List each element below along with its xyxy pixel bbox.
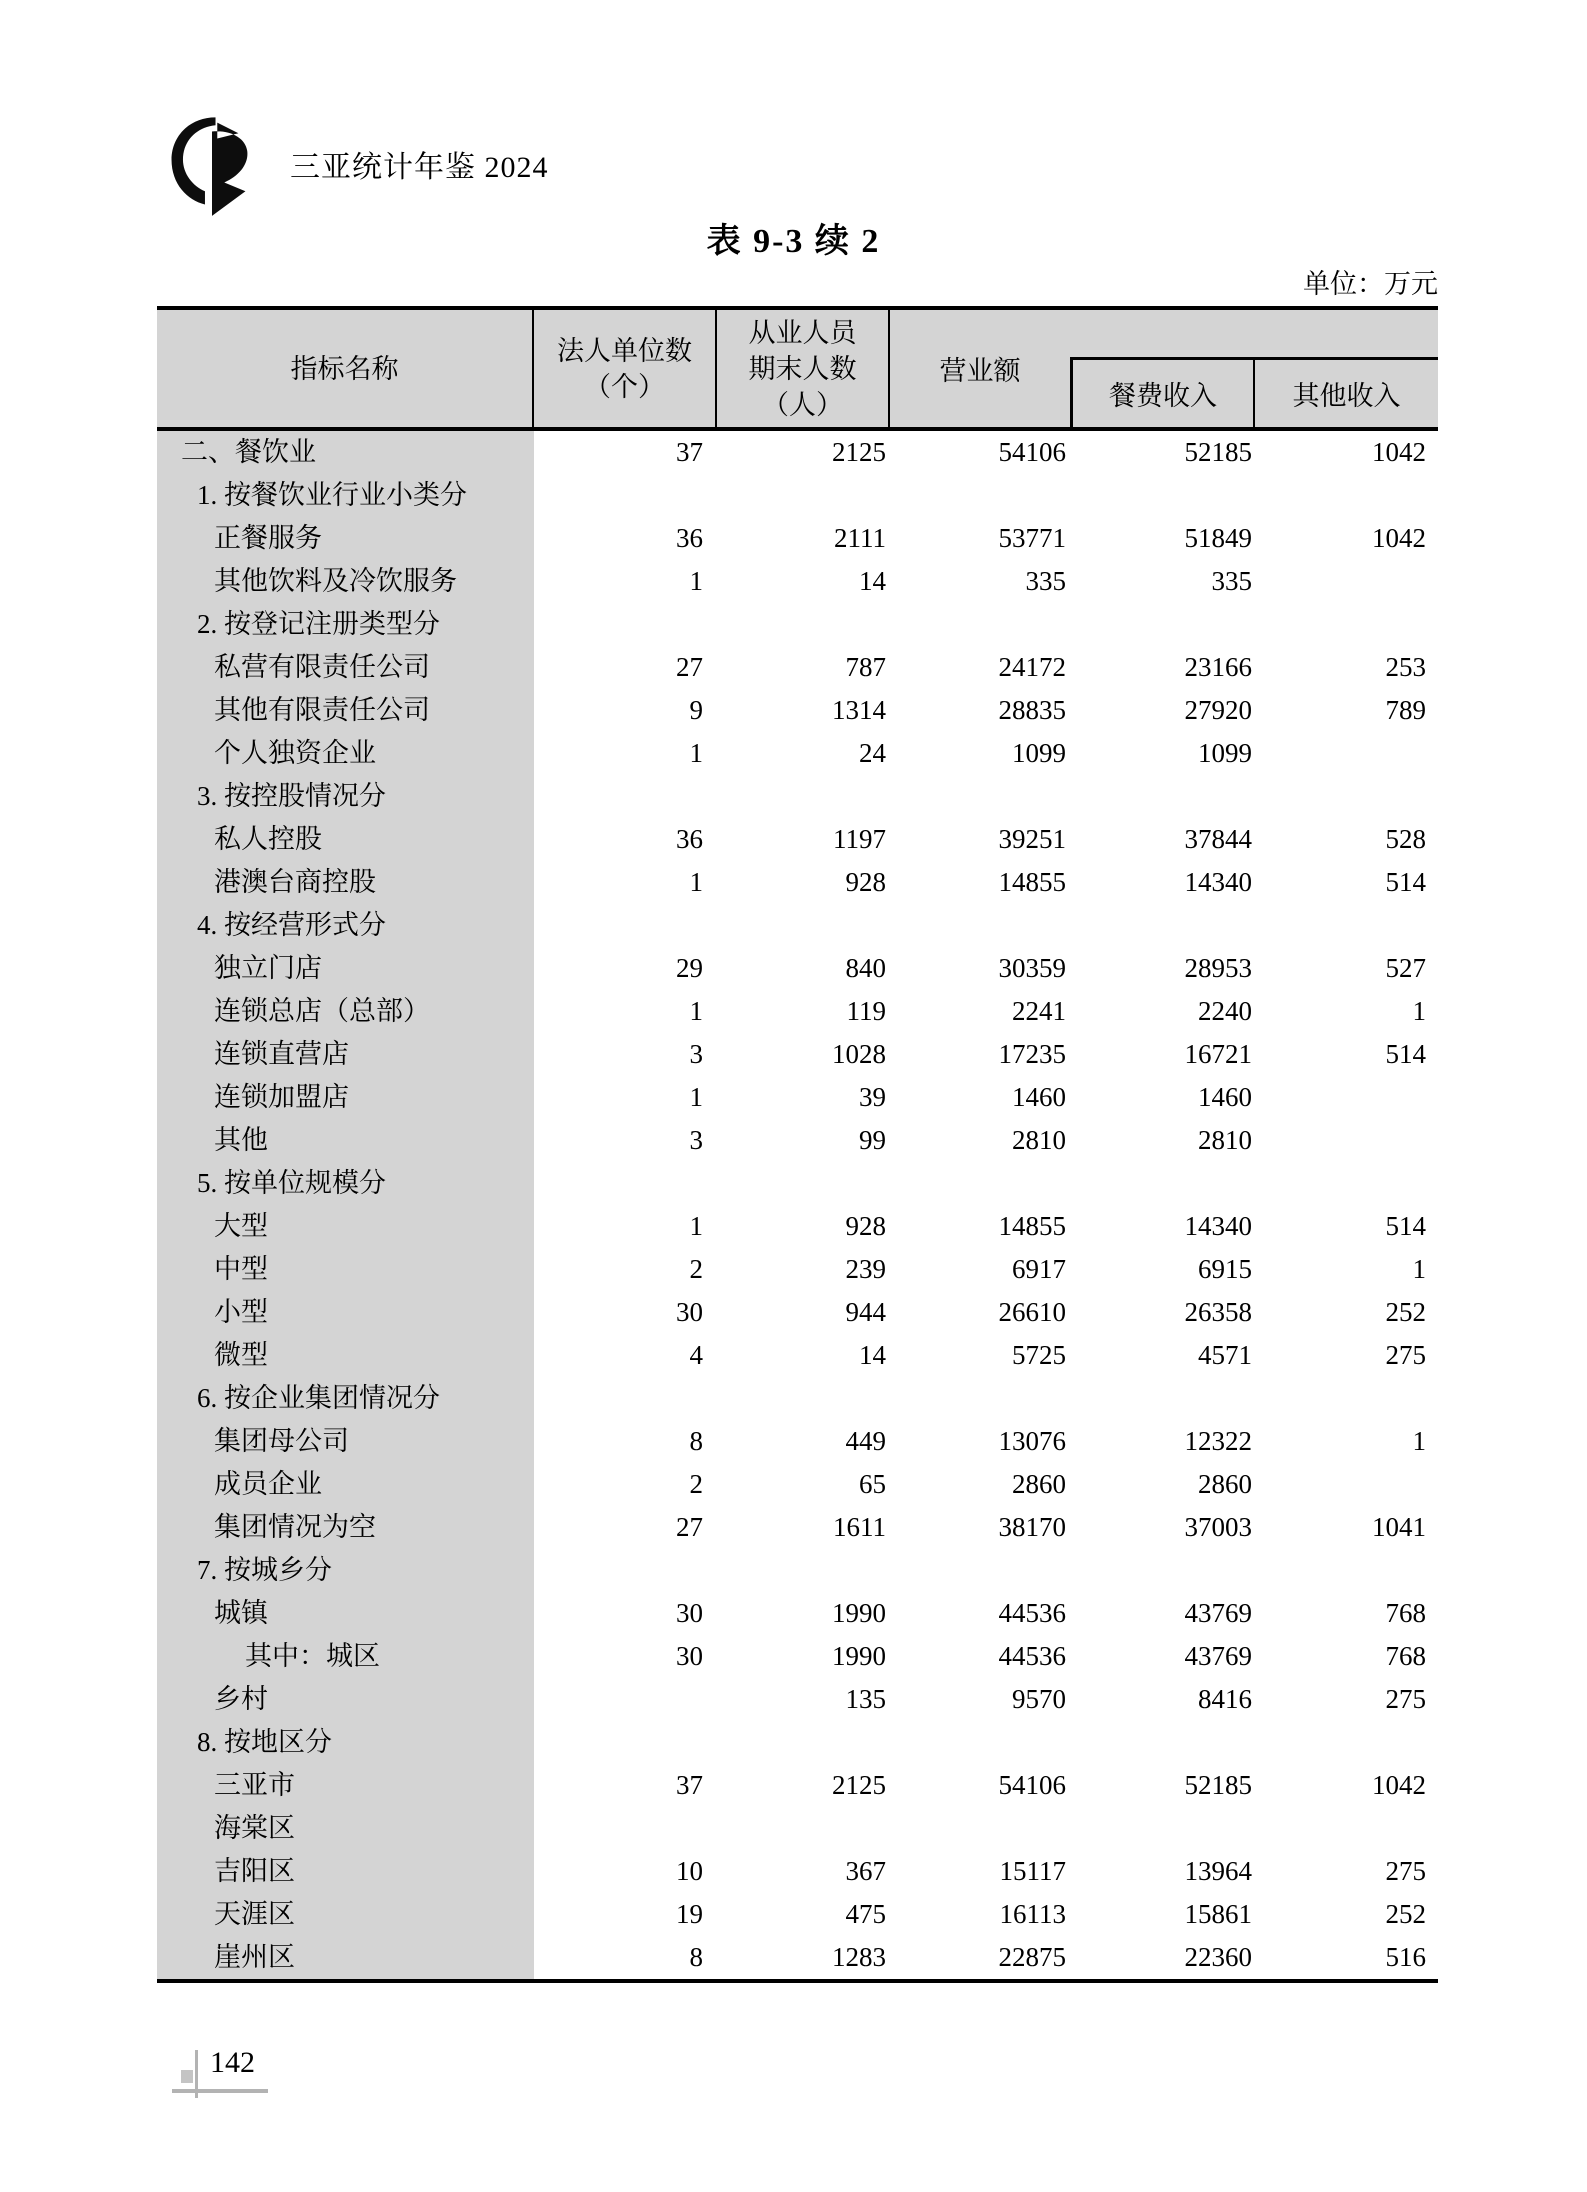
cell-value: 39251 [998,824,1066,854]
cell-value: 36 [676,824,703,854]
cell-value: 28835 [998,695,1066,725]
row-label: 天涯区 [157,1893,534,1936]
cell-value: 52185 [1184,1770,1252,1800]
cell-value: 13964 [1184,1856,1252,1886]
cell-value [1252,1807,1438,1850]
row-label: 二、餐饮业 [157,431,534,474]
cell-value [534,1721,717,1764]
cell-value [717,775,890,818]
cell-value: 43769 [1184,1641,1252,1671]
cell-value [1070,603,1252,646]
cell-value: 8416 [1198,1684,1252,1714]
cell-value [534,904,717,947]
cell-value: 10 [676,1856,703,1886]
cell-value: 2860 [1012,1469,1066,1499]
cell-value: 2125 [832,437,886,467]
cell-value: 14855 [998,867,1066,897]
cell-value [534,1549,717,1592]
cell-value [1252,1463,1438,1506]
cell-value: 840 [845,953,886,983]
cell-value: 8 [689,1426,703,1456]
cell-value [534,603,717,646]
cell-value: 16721 [1184,1039,1252,1069]
cell-value: 275 [1385,1340,1426,1370]
table-row [157,1893,1438,1936]
row-label: 其他 [157,1119,534,1162]
cell-value [1252,560,1438,603]
cell-value: 275 [1385,1684,1426,1714]
cell-value: 44536 [998,1641,1066,1671]
table-row [157,517,1438,560]
cell-value: 23166 [1184,652,1252,682]
row-label: 三亚市 [157,1764,534,1807]
cell-value: 24172 [998,652,1066,682]
row-label: 2. 按登记注册类型分 [157,603,534,646]
cell-value: 2111 [834,523,886,553]
cell-value: 1042 [1372,1770,1426,1800]
cell-value: 4 [689,1340,703,1370]
cell-value [890,904,1070,947]
cell-value: 39 [859,1082,886,1112]
table-title: 表 9-3 续 2 [706,223,881,260]
cell-value: 30359 [998,953,1066,983]
cell-value: 1 [689,867,703,897]
table-row [157,1463,1438,1506]
col-header-employees [717,310,890,427]
statistics-table [157,306,1438,1983]
cell-value: 54106 [998,1770,1066,1800]
cell-value [717,1549,890,1592]
cell-value [534,1807,717,1850]
cell-value: 1 [689,1082,703,1112]
cell-value: 19 [676,1899,703,1929]
cell-value: 14340 [1184,1211,1252,1241]
cell-value: 1 [1412,1254,1426,1284]
table-row [157,1506,1438,1549]
cell-value: 8 [689,1942,703,1972]
row-label: 集团情况为空 [157,1506,534,1549]
cell-value: 367 [845,1856,886,1886]
cell-value [890,1549,1070,1592]
table-row [157,474,1438,517]
cell-value: 527 [1385,953,1426,983]
row-label: 5. 按单位规模分 [157,1162,534,1205]
employees-line1: 从业人员 [748,317,857,348]
cell-value: 1028 [832,1039,886,1069]
cell-value: 26358 [1184,1297,1252,1327]
cell-value [534,775,717,818]
table-row [157,1764,1438,1807]
cell-value: 514 [1385,1039,1426,1069]
cell-value: 787 [845,652,886,682]
cell-value: 335 [1211,566,1252,596]
row-label: 中型 [157,1248,534,1291]
cell-value: 12322 [1184,1426,1252,1456]
table-row [157,1635,1438,1678]
table-row [157,1850,1438,1893]
cell-value [1252,1162,1438,1205]
cell-value: 27 [676,1512,703,1542]
cell-value: 2810 [1012,1125,1066,1155]
table-row [157,1592,1438,1635]
col-header-indicator [157,310,534,427]
cell-value [1252,732,1438,775]
col-header-turnover-group [890,310,1438,427]
table-row [157,861,1438,904]
cell-value: 44536 [998,1598,1066,1628]
cell-value: 26610 [998,1297,1066,1327]
cell-value: 37 [676,1770,703,1800]
table-row [157,1807,1438,1850]
row-label: 乡村 [157,1678,534,1721]
cell-value [1252,1377,1438,1420]
row-label: 微型 [157,1334,534,1377]
cell-value: 30 [676,1641,703,1671]
cell-value: 22360 [1184,1942,1252,1972]
col-header-other-income: 其他收入 [1292,381,1401,411]
col-header-meal-income: 餐费收入 [1073,360,1255,427]
cell-value: 335 [1025,566,1066,596]
table-row [157,1248,1438,1291]
cell-value: 1990 [832,1641,886,1671]
cell-value: 17235 [998,1039,1066,1069]
row-label: 连锁直营店 [157,1033,534,1076]
cell-value: 27 [676,652,703,682]
cell-value: 3 [689,1125,703,1155]
row-label: 连锁加盟店 [157,1076,534,1119]
cell-value: 516 [1385,1942,1426,1972]
cell-value [1070,1162,1252,1205]
cell-value: 1990 [832,1598,886,1628]
table-row [157,560,1438,603]
cell-value [1252,1549,1438,1592]
cell-value [717,1807,890,1850]
page-number: 142 [210,2046,255,2079]
cell-value: 54106 [998,437,1066,467]
yearbook-logo-icon [168,112,256,216]
cell-value: 2125 [832,1770,886,1800]
cell-value: 252 [1385,1899,1426,1929]
row-label: 其他饮料及冷饮服务 [157,560,534,603]
cell-value [890,474,1070,517]
table-row [157,1721,1438,1764]
cell-value: 65 [859,1469,886,1499]
table-row [157,1291,1438,1334]
cell-value: 1 [689,566,703,596]
cell-value: 14 [859,566,886,596]
cell-value: 16113 [999,1899,1066,1929]
cell-value: 2 [689,1469,703,1499]
yearbook-title: 三亚统计年鉴 2024 [290,151,549,184]
cell-value: 928 [845,867,886,897]
row-label: 个人独资企业 [157,732,534,775]
row-label: 崖州区 [157,1936,534,1979]
cell-value [890,775,1070,818]
cell-value: 768 [1385,1598,1426,1628]
table-row [157,1549,1438,1592]
cell-value [1252,904,1438,947]
col-header-indicator-label: 指标名称 [290,353,399,384]
cell-value: 1611 [833,1512,886,1542]
row-label: 其中：城区 [157,1635,534,1678]
table-row [157,1420,1438,1463]
row-label: 私营有限责任公司 [157,646,534,689]
cell-value: 2241 [1012,996,1066,1026]
cell-value [1070,474,1252,517]
cell-value [890,1807,1070,1850]
cell-value: 4571 [1198,1340,1252,1370]
footer-ornament-hline [172,2089,268,2093]
cell-value [890,603,1070,646]
col-header-turnover: 营业额 [939,356,1021,386]
cell-value: 1099 [1198,738,1252,768]
cell-value: 22875 [998,1942,1066,1972]
cell-value: 6915 [1198,1254,1252,1284]
table-row [157,646,1438,689]
cell-value: 449 [845,1426,886,1456]
cell-value: 253 [1385,652,1426,682]
cell-value: 15117 [999,1856,1066,1886]
row-label: 连锁总店（总部） [157,990,534,1033]
cell-value [1252,474,1438,517]
employees-line2: 期末人数 [748,353,857,384]
cell-value: 789 [1385,695,1426,725]
cell-value: 9570 [1012,1684,1066,1714]
cell-value: 514 [1385,867,1426,897]
cell-value [1252,775,1438,818]
row-label: 海棠区 [157,1807,534,1850]
table-row [157,1076,1438,1119]
cell-value: 37 [676,437,703,467]
cell-value [717,1377,890,1420]
cell-value: 1 [689,1211,703,1241]
cell-value [1070,1549,1252,1592]
cell-value: 1042 [1372,437,1426,467]
cell-value: 1 [1412,996,1426,1026]
table-row [157,818,1438,861]
cell-value: 475 [845,1899,886,1929]
table-body [157,431,1438,1979]
cell-value: 14855 [998,1211,1066,1241]
row-label: 成员企业 [157,1463,534,1506]
cell-value [1070,775,1252,818]
cell-value: 252 [1385,1297,1426,1327]
cell-value: 37003 [1184,1512,1252,1542]
cell-value [1252,1119,1438,1162]
cell-value: 768 [1385,1641,1426,1671]
row-label: 大型 [157,1205,534,1248]
cell-value: 2860 [1198,1469,1252,1499]
cell-value [890,1721,1070,1764]
cell-value: 14340 [1184,867,1252,897]
cell-value: 37844 [1184,824,1252,854]
cell-value: 9 [689,695,703,725]
cell-value: 135 [845,1684,886,1714]
table-row [157,1162,1438,1205]
table-row [157,1119,1438,1162]
row-label: 正餐服务 [157,517,534,560]
row-label: 1. 按餐饮业行业小类分 [157,474,534,517]
cell-value: 119 [846,996,886,1026]
table-row [157,689,1438,732]
table-row [157,1377,1438,1420]
cell-value: 1460 [1198,1082,1252,1112]
cell-value: 239 [845,1254,886,1284]
row-label: 集团母公司 [157,1420,534,1463]
cell-value: 1283 [832,1942,886,1972]
cell-value: 275 [1385,1856,1426,1886]
table-row [157,431,1438,474]
cell-value: 43769 [1184,1598,1252,1628]
table-row [157,1033,1438,1076]
row-label: 吉阳区 [157,1850,534,1893]
cell-value: 6917 [1012,1254,1066,1284]
table-row [157,732,1438,775]
cell-value [534,474,717,517]
cell-value: 944 [845,1297,886,1327]
table-row [157,1678,1438,1721]
cell-value [534,1678,717,1721]
table-row [157,947,1438,990]
table-row [157,1205,1438,1248]
cell-value: 15861 [1184,1899,1252,1929]
row-label: 6. 按企业集团情况分 [157,1377,534,1420]
cell-value: 1 [689,738,703,768]
cell-value: 53771 [998,523,1066,553]
table-header [157,310,1438,431]
unit-label: 单位：万元 [1303,269,1438,299]
row-label: 4. 按经营形式分 [157,904,534,947]
cell-value [717,1162,890,1205]
table-row [157,1936,1438,1979]
cell-value: 2 [689,1254,703,1284]
cell-value [1070,1377,1252,1420]
cell-value [1252,1076,1438,1119]
cell-value [1070,904,1252,947]
cell-value: 1 [1412,1426,1426,1456]
cell-value: 30 [676,1297,703,1327]
cell-value: 1460 [1012,1082,1066,1112]
cell-value: 1314 [832,695,886,725]
cell-value [1070,1807,1252,1850]
cell-value: 1197 [833,824,886,854]
cell-value: 514 [1385,1211,1426,1241]
cell-value [717,474,890,517]
footer-ornament-square [181,2070,193,2083]
row-label: 私人控股 [157,818,534,861]
row-label: 港澳台商控股 [157,861,534,904]
cell-value: 28953 [1184,953,1252,983]
cell-value: 38170 [998,1512,1066,1542]
cell-value: 1099 [1012,738,1066,768]
cell-value: 2240 [1198,996,1252,1026]
row-label: 7. 按城乡分 [157,1549,534,1592]
cell-value: 13076 [998,1426,1066,1456]
cell-value [890,1162,1070,1205]
row-label: 城镇 [157,1592,534,1635]
row-label: 8. 按地区分 [157,1721,534,1764]
legal-units-line2: （个） [584,371,665,402]
cell-value: 27920 [1184,695,1252,725]
cell-value: 52185 [1184,437,1252,467]
cell-value: 1042 [1372,523,1426,553]
legal-units-line1: 法人单位数 [557,335,692,366]
cell-value: 14 [859,1340,886,1370]
table-row [157,990,1438,1033]
cell-value: 928 [845,1211,886,1241]
table-row [157,603,1438,646]
cell-value [717,904,890,947]
employees-line3: （人） [762,389,843,420]
cell-value [534,1162,717,1205]
table-row [157,775,1438,818]
cell-value [717,603,890,646]
cell-value [717,1721,890,1764]
cell-value: 1 [689,996,703,1026]
cell-value: 2810 [1198,1125,1252,1155]
cell-value [1252,603,1438,646]
brand-header [168,112,549,216]
cell-value: 528 [1385,824,1426,854]
cell-value [534,1377,717,1420]
cell-value [890,1377,1070,1420]
col-header-legal-units [534,310,717,427]
row-label: 其他有限责任公司 [157,689,534,732]
cell-value: 24 [859,738,886,768]
cell-value: 51849 [1184,523,1252,553]
row-label: 3. 按控股情况分 [157,775,534,818]
cell-value [1070,1721,1252,1764]
cell-value: 1041 [1372,1512,1426,1542]
cell-value: 30 [676,1598,703,1628]
row-label: 独立门店 [157,947,534,990]
cell-value: 99 [859,1125,886,1155]
cell-value: 36 [676,523,703,553]
row-label: 小型 [157,1291,534,1334]
turnover-subcolumns [1070,357,1438,427]
table-row [157,1334,1438,1377]
table-row [157,904,1438,947]
cell-value: 29 [676,953,703,983]
cell-value: 3 [689,1039,703,1069]
cell-value: 5725 [1012,1340,1066,1370]
cell-value [1252,1721,1438,1764]
